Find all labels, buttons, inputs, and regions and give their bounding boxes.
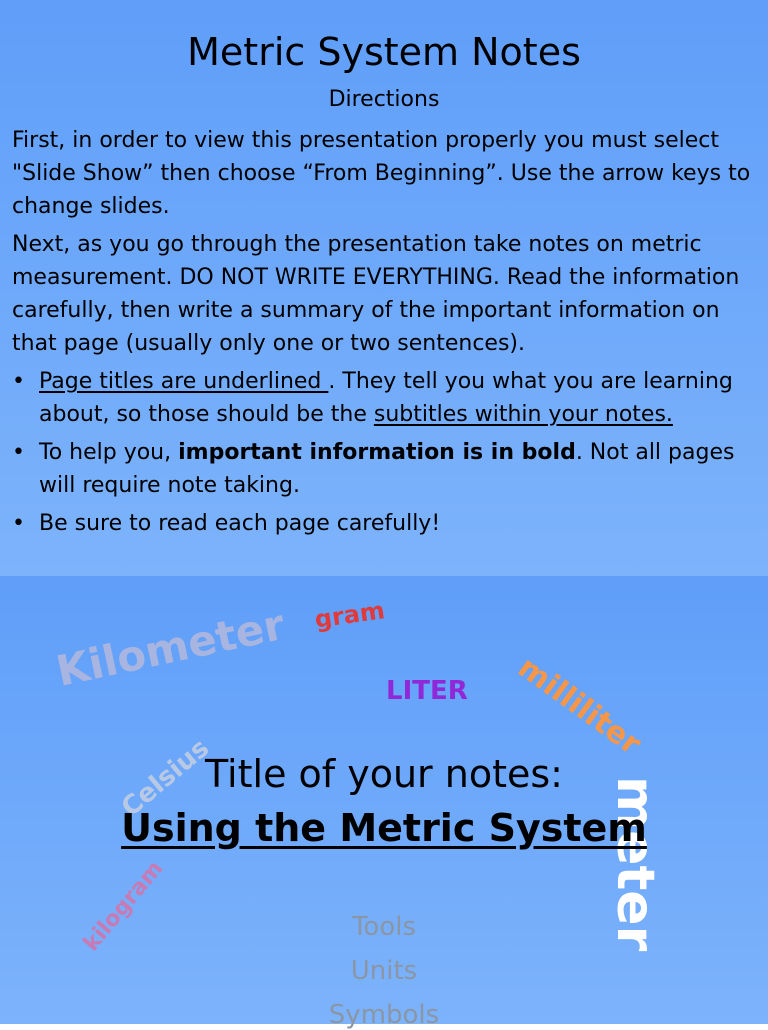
word-kilometer: Kilometer <box>52 599 289 696</box>
word-meter: meter <box>605 776 665 952</box>
bullet-marker: • <box>12 440 25 465</box>
bullet-marker: • <box>12 369 25 394</box>
bold-text: important information is in bold <box>178 440 576 465</box>
paragraph-view-instructions: First, in order to view this presentation properly you must select "Slide Show” then choose “From Beginning”. Use the arrow keys to change slides. <box>12 128 751 219</box>
list-item <box>12 436 756 502</box>
list-item <box>12 365 756 431</box>
tips-list <box>12 365 756 540</box>
list-item-text: . Not all pages will require note taking. <box>39 440 735 498</box>
directions-body <box>12 124 756 545</box>
slide-title: Metric System Notes <box>187 30 581 74</box>
bullet-marker: • <box>12 511 25 536</box>
underlined-text: Page titles are underlined <box>39 369 329 394</box>
underlined-text: subtitles within your notes. <box>373 402 673 427</box>
word-kilogram: kilogram <box>79 856 169 957</box>
list-item-text: To help you, <box>39 440 179 465</box>
notes-title <box>0 804 768 852</box>
list-item <box>12 507 756 540</box>
notes-title-text: Using the Metric System <box>121 806 647 850</box>
list-item-symbols: Symbols <box>328 1000 440 1030</box>
list-item-text: Be sure to read each page carefully! <box>39 511 441 536</box>
word-gram: gram <box>313 596 387 634</box>
word-celsius: Celsius <box>116 733 215 823</box>
list-item-text: . They tell you what you are learning about, so those should be the <box>39 369 733 427</box>
list-item-tools: Tools <box>351 912 417 942</box>
list-item-units: Units <box>350 956 418 986</box>
word-liter: LITER <box>386 676 468 706</box>
slide-subtitle: Directions <box>328 87 440 112</box>
paragraph-note-instructions: Next, as you go through the presentation take notes on metric measurement. DO NOT WRITE EVERYTHING. Read the information carefully, then write a summary of the important information on that page (usually only one or two sentences). <box>12 232 740 356</box>
word-milliliter: milliliter <box>511 650 648 763</box>
notes-title-label: Title of your notes: <box>205 752 563 796</box>
